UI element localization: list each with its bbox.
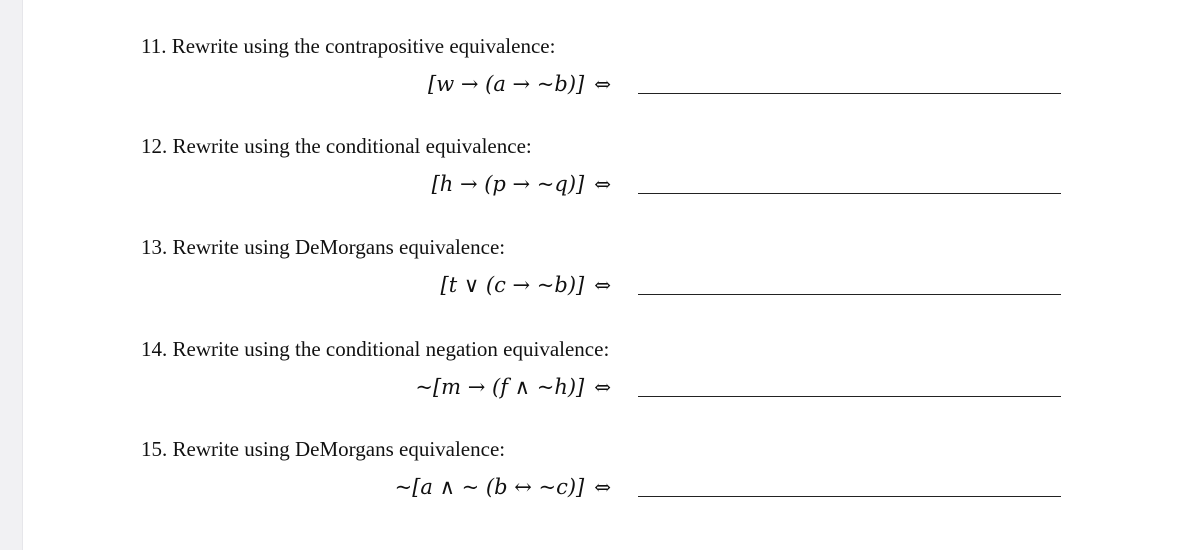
question-prompt: 11. Rewrite using the contrapositive equivalence:	[141, 34, 556, 58]
answer-blank-line[interactable]	[638, 294, 1061, 295]
answer-blank-line[interactable]	[638, 496, 1061, 497]
question-prompt: 14. Rewrite using the conditional negation equivalence:	[141, 337, 610, 361]
question-prompt: 13. Rewrite using DeMorgans equivalence:	[141, 235, 506, 259]
question-15	[141, 437, 1141, 517]
logic-expression: ~[m → (f ∧ ~h)]	[415, 375, 585, 399]
logic-expression: [w → (a → ~b)]	[428, 72, 585, 96]
question-11	[141, 34, 1141, 114]
logic-expression: [h → (p → ~q)]	[431, 172, 585, 196]
equivalence-symbol: ⇔	[594, 72, 611, 96]
logic-expression: [t ∨ (c → ~b)]	[440, 273, 585, 297]
equivalence-symbol: ⇔	[594, 475, 611, 499]
question-prompt: 15. Rewrite using DeMorgans equivalence:	[141, 437, 506, 461]
question-14	[141, 337, 1141, 417]
question-expression	[441, 271, 611, 299]
logic-expression: ~[a ∧ ~ (b ↔ ~c)]	[394, 475, 585, 499]
question-12	[141, 134, 1141, 214]
answer-blank-line[interactable]	[638, 93, 1061, 94]
equivalence-symbol: ⇔	[594, 375, 611, 399]
equivalence-symbol: ⇔	[594, 273, 611, 297]
answer-blank-line[interactable]	[638, 396, 1061, 397]
equivalence-symbol: ⇔	[594, 172, 611, 196]
page-left-margin	[0, 0, 23, 550]
question-expression	[432, 170, 611, 198]
question-expression	[395, 473, 611, 501]
question-13	[141, 235, 1141, 315]
answer-blank-line[interactable]	[638, 193, 1061, 194]
question-expression	[428, 70, 611, 98]
question-expression	[415, 373, 611, 401]
question-prompt: 12. Rewrite using the conditional equivalence:	[141, 134, 532, 158]
